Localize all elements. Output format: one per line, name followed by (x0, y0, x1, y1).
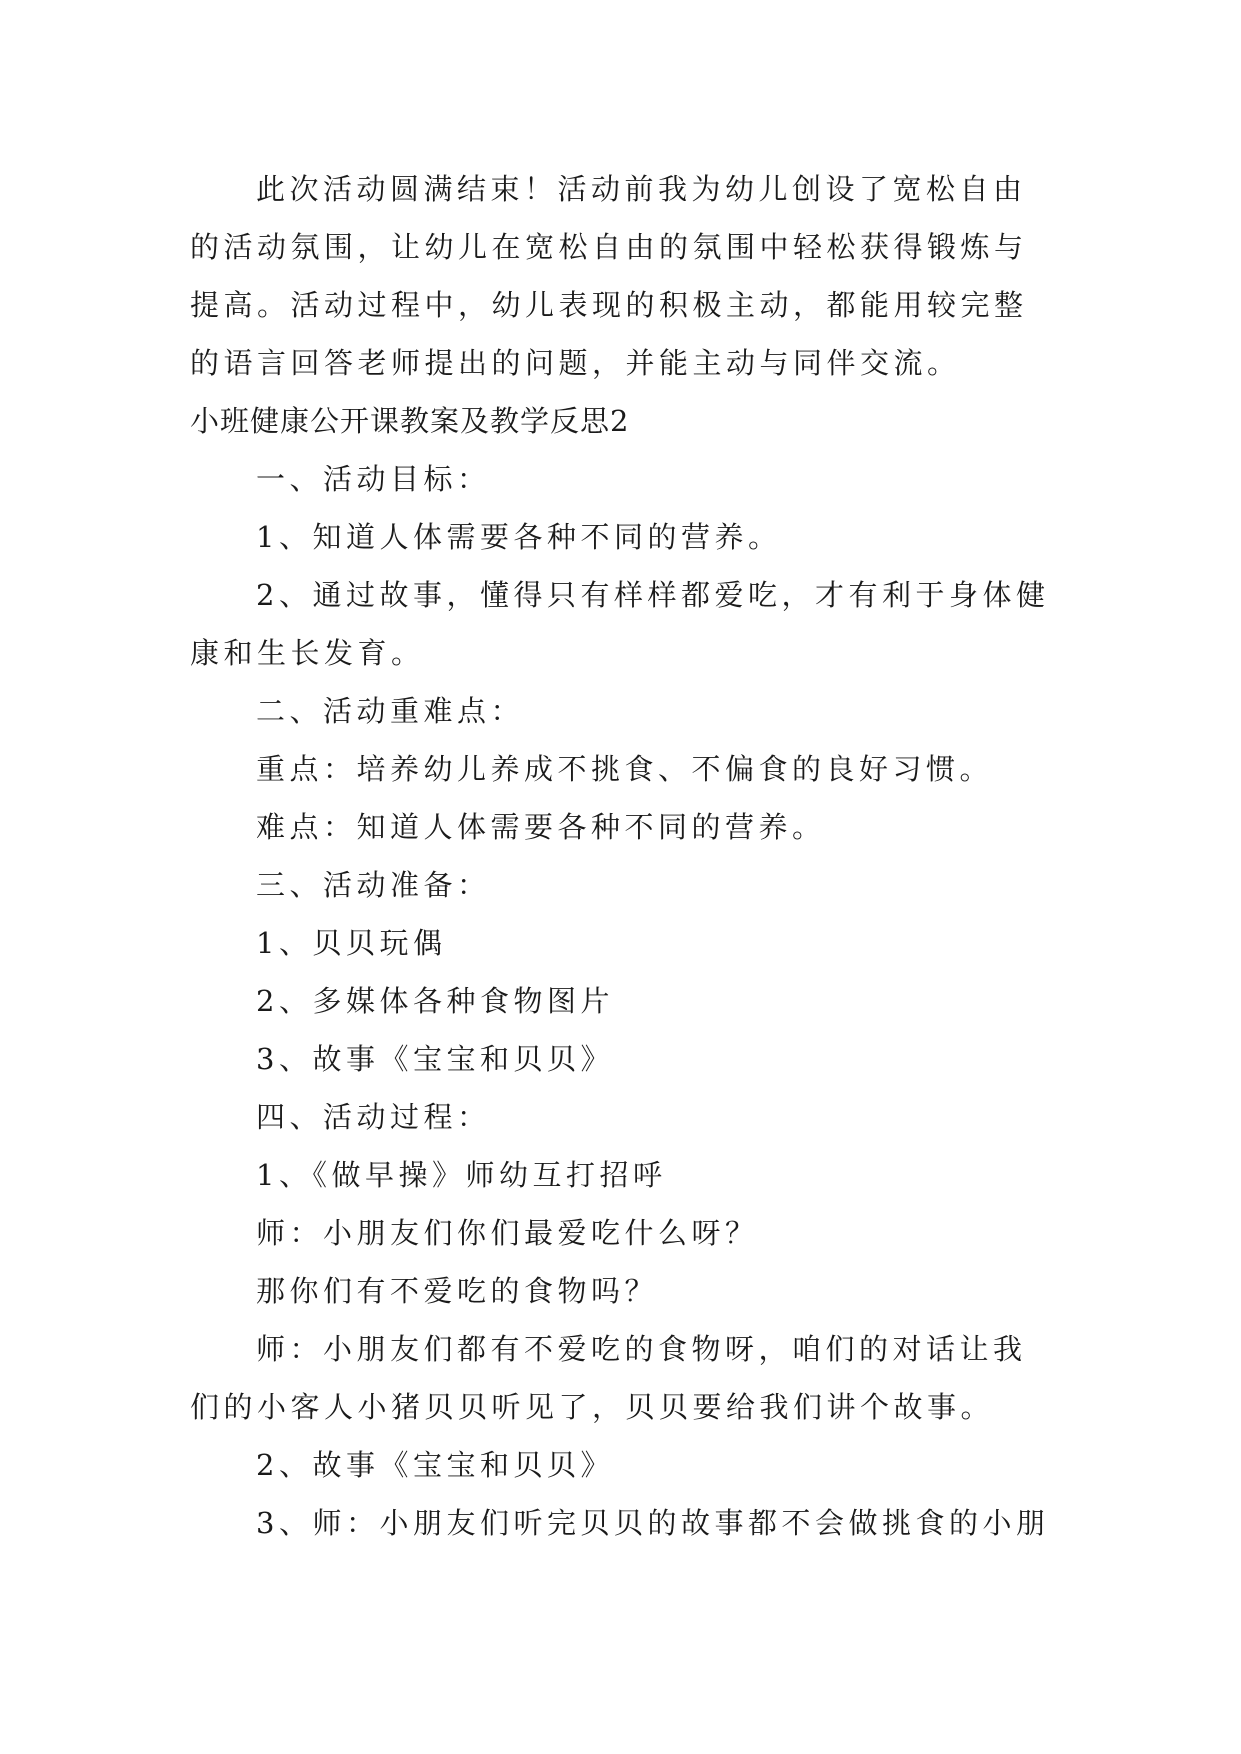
list-item: 2、多媒体各种食物图片 (256, 984, 614, 1018)
section-title: 小班健康公开课教案及教学反思2 (190, 404, 630, 438)
list-item: 2、通过故事，懂得只有样样都爱吃，才有利于身体健康和生长发育。 (190, 578, 1050, 670)
heading-key-points: 二、活动重难点： (256, 694, 525, 728)
heading-activity-goals: 一、活动目标： (256, 462, 491, 496)
document-body (190, 160, 1052, 1552)
list-item: 2、故事《宝宝和贝贝》 (256, 1448, 614, 1482)
paragraph-dialogue: 那你们有不爱吃的食物吗？ (256, 1274, 659, 1308)
paragraph-key-point: 重点：培养幼儿养成不挑食、不偏食的良好习惯。 (256, 752, 994, 786)
list-item: 1、《做早操》师幼互打招呼 (256, 1158, 667, 1192)
paragraph-dialogue: 师：小朋友们你们最爱吃什么呀？ (256, 1216, 759, 1250)
list-item: 3、故事《宝宝和贝贝》 (256, 1042, 614, 1076)
list-item: 3、师：小朋友们听完贝贝的故事都不会做挑食的小朋 (256, 1506, 1050, 1540)
heading-process: 四、活动过程： (256, 1100, 491, 1134)
heading-preparation: 三、活动准备： (256, 868, 491, 902)
paragraph-difficulty: 难点：知道人体需要各种不同的营养。 (256, 810, 826, 844)
paragraph-dialogue: 师：小朋友们都有不爱吃的食物呀，咱们的对话让我们的小客人小猪贝贝听见了，贝贝要给我们讲个故事。 (190, 1332, 1027, 1424)
list-item: 1、贝贝玩偶 (256, 926, 447, 960)
list-item: 1、知道人体需要各种不同的营养。 (256, 520, 782, 554)
paragraph-activity-summary: 此次活动圆满结束！活动前我为幼儿创设了宽松自由的活动氛围，让幼儿在宽松自由的氛围中轻松获得锻炼与提高。活动过程中，幼儿表现的积极主动，都能用较完整的语言回答老师提出的问题，并能主动与同伴交流。 (190, 172, 1028, 380)
